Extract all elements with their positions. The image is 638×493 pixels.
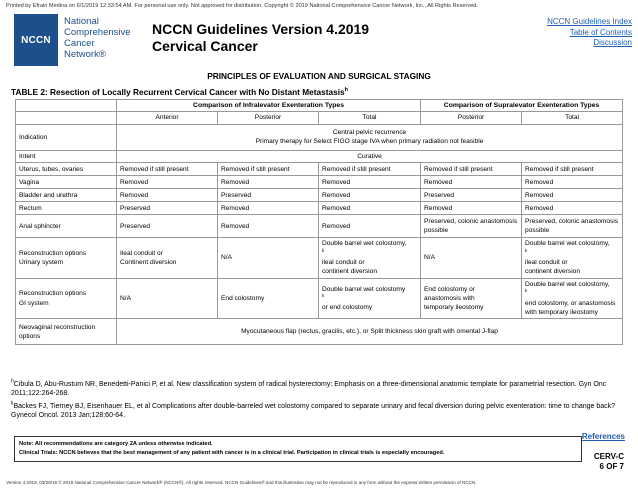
table-row [16, 215, 623, 238]
cell-line: ileal conduit or [322, 259, 365, 267]
table-cell: Preserved [117, 202, 218, 215]
section-heading: PRINCIPLES OF EVALUATION AND SURGICAL STAGING [207, 71, 431, 81]
recon-gi-row [16, 278, 623, 319]
table-cell: Removed [218, 176, 319, 189]
page-number: 6 OF 7 [599, 462, 624, 471]
table-cell [421, 278, 522, 319]
cell-line [322, 285, 417, 304]
table-cell [319, 238, 421, 279]
cell-line: ileal conduit or [525, 259, 568, 267]
table-cell [522, 278, 623, 319]
table-cell: Removed [522, 202, 623, 215]
table-cell: Removed if still present [522, 163, 623, 176]
page-code [594, 452, 624, 472]
table-cell: End colostomy [218, 278, 319, 319]
footnote-marker: k [322, 247, 325, 253]
cell-text: Double barrel wet colostomy [322, 285, 406, 293]
nccn-logo-mark: NCCN [14, 14, 58, 66]
table-cell [117, 238, 218, 279]
column-header-anterior: Anterior [117, 112, 218, 124]
group-header-row [16, 100, 623, 112]
column-header-total: Total [319, 112, 421, 124]
cell-line: Continent diversion [120, 259, 177, 267]
indication-line: Central pelvic recurrence [332, 128, 407, 136]
cell-line: Ileal conduit or [120, 249, 163, 257]
footnote-marker: k [11, 400, 14, 407]
logo-line: National [64, 16, 99, 27]
table-cell: Preserved [421, 189, 522, 202]
top-navigation-links [547, 17, 632, 49]
cell-line: continent diversion [322, 268, 377, 276]
cell-line: temporary ileostomy [424, 304, 484, 312]
discussion-link[interactable]: Discussion [593, 38, 632, 47]
row-label [16, 319, 117, 345]
cell-line: end colostomy, or anastomosis [525, 299, 616, 307]
guideline-version: NCCN Guidelines Version 4.2019 [152, 21, 370, 37]
row-label: Bladder and urethra [16, 189, 117, 202]
cell-line: anastomosis with [424, 294, 475, 302]
table-cell: Preserved [218, 189, 319, 202]
cell-line [525, 280, 619, 299]
table-cell [522, 238, 623, 279]
cell-text: Double barrel wet colostomy, [525, 280, 610, 288]
sub-header-row [16, 112, 623, 124]
table-cell: Preserved, colonic anastomosis possible [421, 215, 522, 238]
row-label-line: Urinary system [19, 259, 63, 267]
table-row [16, 202, 623, 215]
indication-row [16, 124, 623, 150]
table-row [16, 176, 623, 189]
row-label-line: GI system [19, 299, 49, 307]
row-label-line: options [19, 332, 41, 340]
logo-line: Cancer [64, 38, 95, 49]
cell-text: Double barrel wet colostomy, [322, 240, 407, 248]
table-cell: Removed [218, 202, 319, 215]
intent-cell: Curative [117, 150, 623, 162]
table-caption [11, 87, 348, 97]
table-cell: Removed [319, 202, 421, 215]
footnote-marker: h [344, 87, 349, 94]
table-cell: Preserved, colonic anastomosis possible [522, 215, 623, 238]
table-row [16, 189, 623, 202]
neovaginal-row [16, 319, 623, 345]
recon-urinary-row [16, 238, 623, 279]
footnote-marker: k [525, 288, 528, 294]
intent-row [16, 150, 623, 162]
footnote-h [11, 380, 621, 398]
table-cell: Removed if still present [319, 163, 421, 176]
note-category: Note: All recommendations are category 2A unless otherwise indicated. [19, 441, 213, 447]
cell-line: End colostomy or [424, 285, 475, 293]
table-cell: Removed if still present [421, 163, 522, 176]
nccn-logo [14, 14, 133, 66]
footnote-k [11, 402, 621, 420]
table-cell: Removed [421, 176, 522, 189]
column-header-supra-total: Total [522, 112, 623, 124]
nccn-logo-wordmark [64, 16, 134, 60]
column-header-supra-posterior: Posterior [421, 112, 522, 124]
row-label: Rectum [16, 202, 117, 215]
cell-line: continent diversion [525, 268, 581, 276]
table-cell: Removed [218, 215, 319, 238]
infralevator-group-header: Comparison of Infralevator Exenteration Types [117, 100, 421, 112]
footnote-marker: k [322, 292, 325, 298]
note-clinical-trials: Clinical Trials: NCCN believes that the best management of any patient with cancer is in a clinical trial. Participation in clinical trials is especially encouraged. [19, 450, 445, 456]
table-cell: Removed if still present [218, 163, 319, 176]
table-cell: N/A [218, 238, 319, 279]
row-label-line: Reconstruction options [19, 249, 87, 257]
table-cell: Removed [319, 189, 421, 202]
table-cell: Removed [522, 189, 623, 202]
row-label: Uterus, tubes, ovaries [16, 163, 117, 176]
table-cell: Removed [117, 176, 218, 189]
row-label [16, 278, 117, 319]
printed-by-line: Printed by Efrain Medina on 6/1/2019 12:33:54 AM. For personal use only. Not approved for distribution. Copyright © 2019 National Comprehensive Cancer Network, Inc., All Rights Reserved. [6, 3, 478, 9]
table-cell: Removed [319, 176, 421, 189]
cell-text: Double barrel wet colostomy, [525, 240, 610, 248]
exenteration-comparison-table [15, 99, 623, 345]
table-cell: Removed [522, 176, 623, 189]
table-corner-cell [16, 112, 117, 124]
table-cell: N/A [421, 238, 522, 279]
footnote-text: Backes FJ, Tierney BJ, Eisenhauer EL, et al Complications after double-barreled wet colostomy compared to separate urinary and fecal diversion during pelvic exenteration: time to change back? Gynecol Oncol. 2013 Jan;128:60-64. [11, 403, 616, 420]
logo-line: Comprehensive [64, 27, 131, 38]
references-link[interactable]: References [581, 432, 625, 441]
cell-line [525, 239, 619, 258]
footnote-marker: k [525, 247, 528, 253]
section-code: CERV-C [593, 452, 624, 461]
page-title [152, 21, 369, 55]
footnote-text: Cibula D, Abu-Rustum NR, Benedetti-Panici P, et al. New classification system of radical hysterectomy: Emphasis on a three-dimensional anatomic template for parametrial resection. Gyn Onc 2011;122:264-268. [11, 381, 607, 398]
neovaginal-cell: Myocutaneous flap (rectus, gracilis, etc.), or Split thickness skin graft with omental J-flap [117, 319, 623, 345]
cell-line: with temporary ileostomy [525, 309, 598, 317]
cell-line: or end colostomy [322, 304, 373, 312]
row-label-line: Neovaginal reconstruction [19, 323, 96, 331]
table-caption-text: TABLE 2: Resection of Locally Recurrent Cervical Cancer with No Distant Metastasis [11, 87, 345, 97]
indication-cell [117, 124, 623, 150]
cell-line [322, 239, 417, 258]
table-cell: Removed [117, 189, 218, 202]
table-cell: N/A [117, 278, 218, 319]
row-label: Indication [16, 124, 117, 150]
column-header-posterior: Posterior [218, 112, 319, 124]
row-label: Vagina [16, 176, 117, 189]
logo-line: Network® [64, 49, 106, 60]
table-corner-cell [16, 100, 117, 112]
row-label-line: Reconstruction options [19, 290, 87, 298]
table-cell: Removed [319, 215, 421, 238]
table-cell [319, 278, 421, 319]
row-label [16, 238, 117, 279]
indication-line: Primary therapy for Select FIGO stage IVA when primary radiation not feasible [255, 138, 484, 146]
table-of-contents-link[interactable]: Table of Contents [569, 27, 632, 37]
row-label: Anal sphincter [16, 215, 117, 238]
row-label: Intent [16, 150, 117, 162]
supralevator-group-header: Comparison of Supralevator Exenteration Types [421, 100, 623, 112]
copyright-footer: Version 4.2019, 03/29/19 © 2019 National Comprehensive Cancer Network® (NCCN®), All rights reserved. NCCN Guidelines® and this illustration may not be reproduced in any form without the express written permission of NCCN. [6, 480, 477, 485]
note-box [14, 436, 582, 462]
guidelines-index-link[interactable]: NCCN Guidelines Index [547, 17, 632, 26]
guideline-topic: Cervical Cancer [152, 38, 258, 54]
table-cell: Preserved [117, 215, 218, 238]
table-cell: Removed [421, 202, 522, 215]
footnote-marker: h [11, 378, 14, 385]
table-cell: Removed if still present [117, 163, 218, 176]
table-row [16, 163, 623, 176]
